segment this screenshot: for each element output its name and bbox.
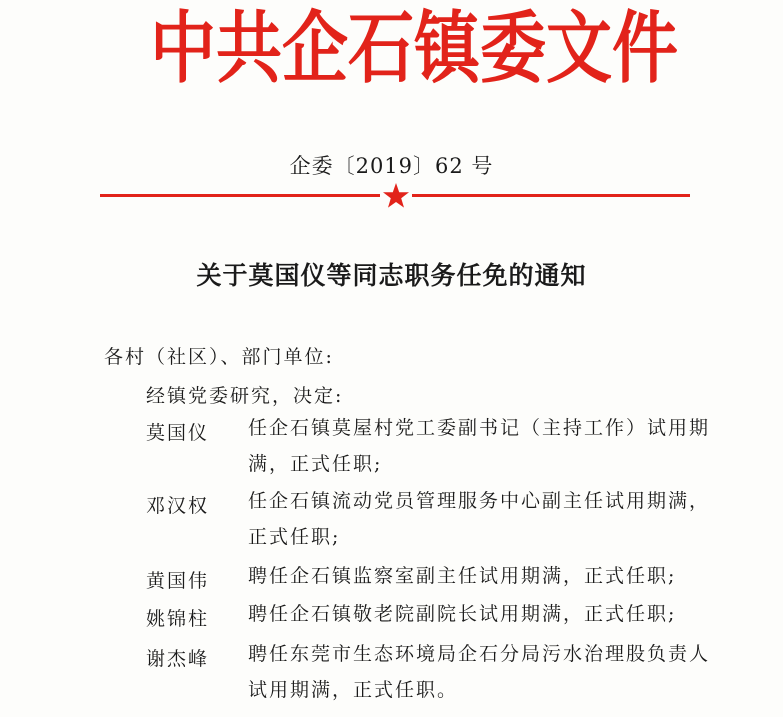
header-char: 文 (546, 2, 612, 94)
appointment-text: 任企石镇流动党员管理服务中心副主任试用期满，正式任职; (248, 490, 711, 548)
appointment-text: 聘任东莞市生态环境局企石分局污水治理股负责人试用期满，正式任职。 (248, 643, 711, 701)
notice-title: 关于莫国仪等同志职务任免的通知 (196, 261, 587, 290)
appointment-text: 聘任企石镇敬老院副院长试用期满，正式任职; (248, 603, 677, 625)
appointment-text: 任企石镇莫屋村党工委副书记（主持工作）试用期满，正式任职; (248, 417, 711, 475)
document-number: 企委〔2019〕62 号 (289, 154, 494, 178)
intro-text: 经镇党委研究，决定: (146, 385, 344, 407)
divider-line-left (100, 194, 380, 197)
header-char: 石 (348, 2, 414, 94)
document-header-title (150, 2, 678, 94)
red-divider (100, 181, 690, 211)
salutation: 各村（社区）、部门单位: (104, 346, 334, 368)
header-char: 委 (480, 2, 546, 94)
appointee-name: 黄国伟 (146, 570, 210, 592)
divider-line-right (412, 194, 690, 197)
header-char: 中 (150, 2, 216, 94)
header-char: 件 (612, 2, 678, 94)
header-char: 企 (282, 2, 348, 94)
appointee-name: 莫国仪 (146, 422, 210, 444)
appointee-name: 姚锦柱 (146, 608, 210, 630)
appointee-name: 谢杰峰 (146, 648, 210, 670)
star-icon (382, 182, 410, 210)
appointee-name: 邓汉权 (146, 495, 210, 517)
appointment-text: 聘任企石镇监察室副主任试用期满，正式任职; (248, 565, 677, 587)
header-char: 镇 (414, 2, 480, 94)
header-char: 共 (216, 2, 282, 94)
